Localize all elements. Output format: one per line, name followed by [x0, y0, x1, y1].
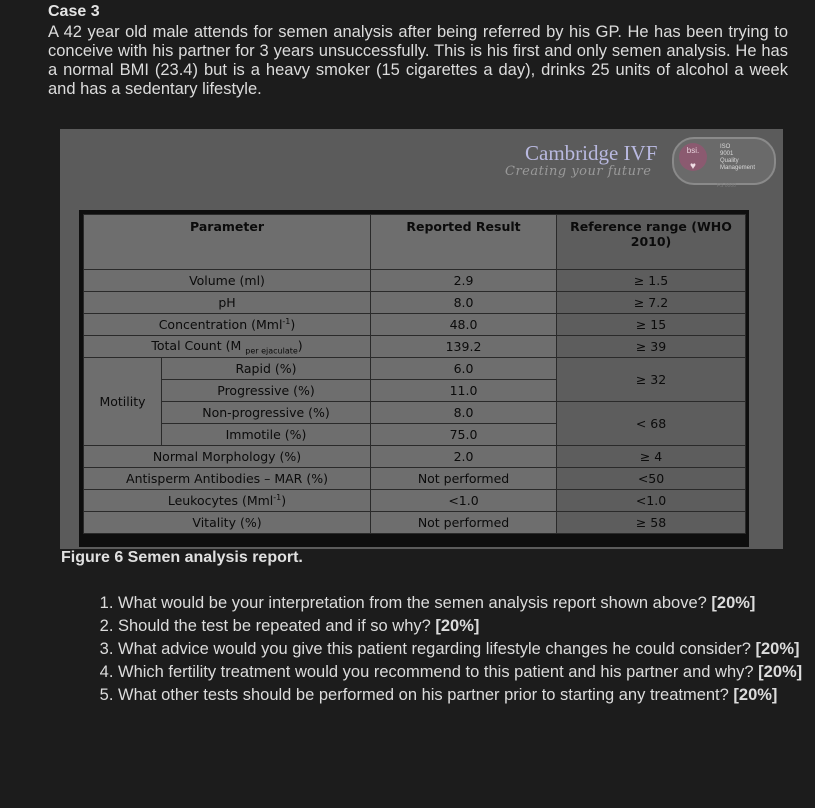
table-row: Non-progressive (%) 8.0 < 68 [84, 402, 746, 424]
question-item: 5. What other tests should be performed on his partner prior to starting any treatment? [20%] [118, 684, 815, 707]
table-row: Volume (ml) 2.9 ≥ 1.5 [84, 270, 746, 292]
table-header-row [84, 215, 746, 270]
table-row: Vitality (%) Not performed ≥ 58 [84, 512, 746, 534]
cert-badge-text: bsi. [686, 146, 700, 155]
total-count-label: Total Count (M $_{per ejaculate}$) [84, 336, 371, 358]
header-parameter: Parameter [84, 215, 371, 270]
report-table-frame [79, 210, 749, 547]
table-row: Progressive (%) 11.0 [84, 380, 746, 402]
question-item: 2. Should the test be repeated and if so why? [20%] [118, 615, 815, 638]
iso-text: ISO 9001 Quality Management [720, 144, 756, 171]
header-result: Reported Result [371, 215, 557, 270]
table-row: Concentration (Mml$^{-1}$) 48.0 ≥ 15 [84, 314, 746, 336]
cambridge-ivf-logo [505, 135, 775, 191]
figure-caption: Figure 6 Semen analysis report. [61, 549, 303, 566]
question-item: 1. What would be your interpretation from the semen analysis report shown above? [20%] [118, 592, 815, 615]
cert-footer: FS 0000 [717, 183, 736, 189]
header-reference: Reference range (WHO 2010) [557, 215, 746, 270]
logo-tagline: Creating your future [505, 164, 652, 179]
logo-name: Cambridge IVF [525, 141, 658, 165]
question-item: 4. Which fertility treatment would you recommend to this patient and his partner and why? [20%] [118, 661, 815, 684]
table-row: Normal Morphology (%) 2.0 ≥ 4 [84, 446, 746, 468]
table-row: Total Count (M $_{per ejaculate}$) 139.2 ≥ 39 [84, 336, 746, 358]
table-row: Immotile (%) 75.0 [84, 424, 746, 446]
concentration-label: Concentration (Mml$^{-1}$) [84, 314, 371, 336]
leukocytes-label: Leukocytes (Mml$^{-1}$) [84, 490, 371, 512]
question-list [70, 592, 815, 707]
case-title: Case 3 [48, 3, 100, 20]
question-item: 3. What advice would you give this patient regarding lifestyle changes he could consider? [20%] [118, 638, 815, 661]
semen-analysis-figure [60, 129, 783, 549]
table-row: pH 8.0 ≥ 7.2 [84, 292, 746, 314]
table-row: Leukocytes (Mml$^{-1}$) <1.0 <1.0 [84, 490, 746, 512]
case-description: A 42 year old male attends for semen analysis after being referred by his GP. He has been trying to conceive with his partner for 3 years unsuccessfully. This is his first and only semen analysis. He has a normal BMI (23.4) but is a heavy smoker (15 cigarettes a day), drinks 25 units of alcohol a week and has a sedentary lifestyle. [48, 23, 788, 98]
motility-group-label: Motility [84, 358, 162, 446]
bsi-heart-icon: bsi. ♥ [679, 143, 707, 171]
table-row: Antisperm Antibodies – MAR (%) Not performed <50 [84, 468, 746, 490]
bsi-certification-badge [672, 137, 776, 185]
table-row: Motility Rapid (%) 6.0 ≥ 32 [84, 358, 746, 380]
semen-analysis-table [83, 214, 746, 534]
